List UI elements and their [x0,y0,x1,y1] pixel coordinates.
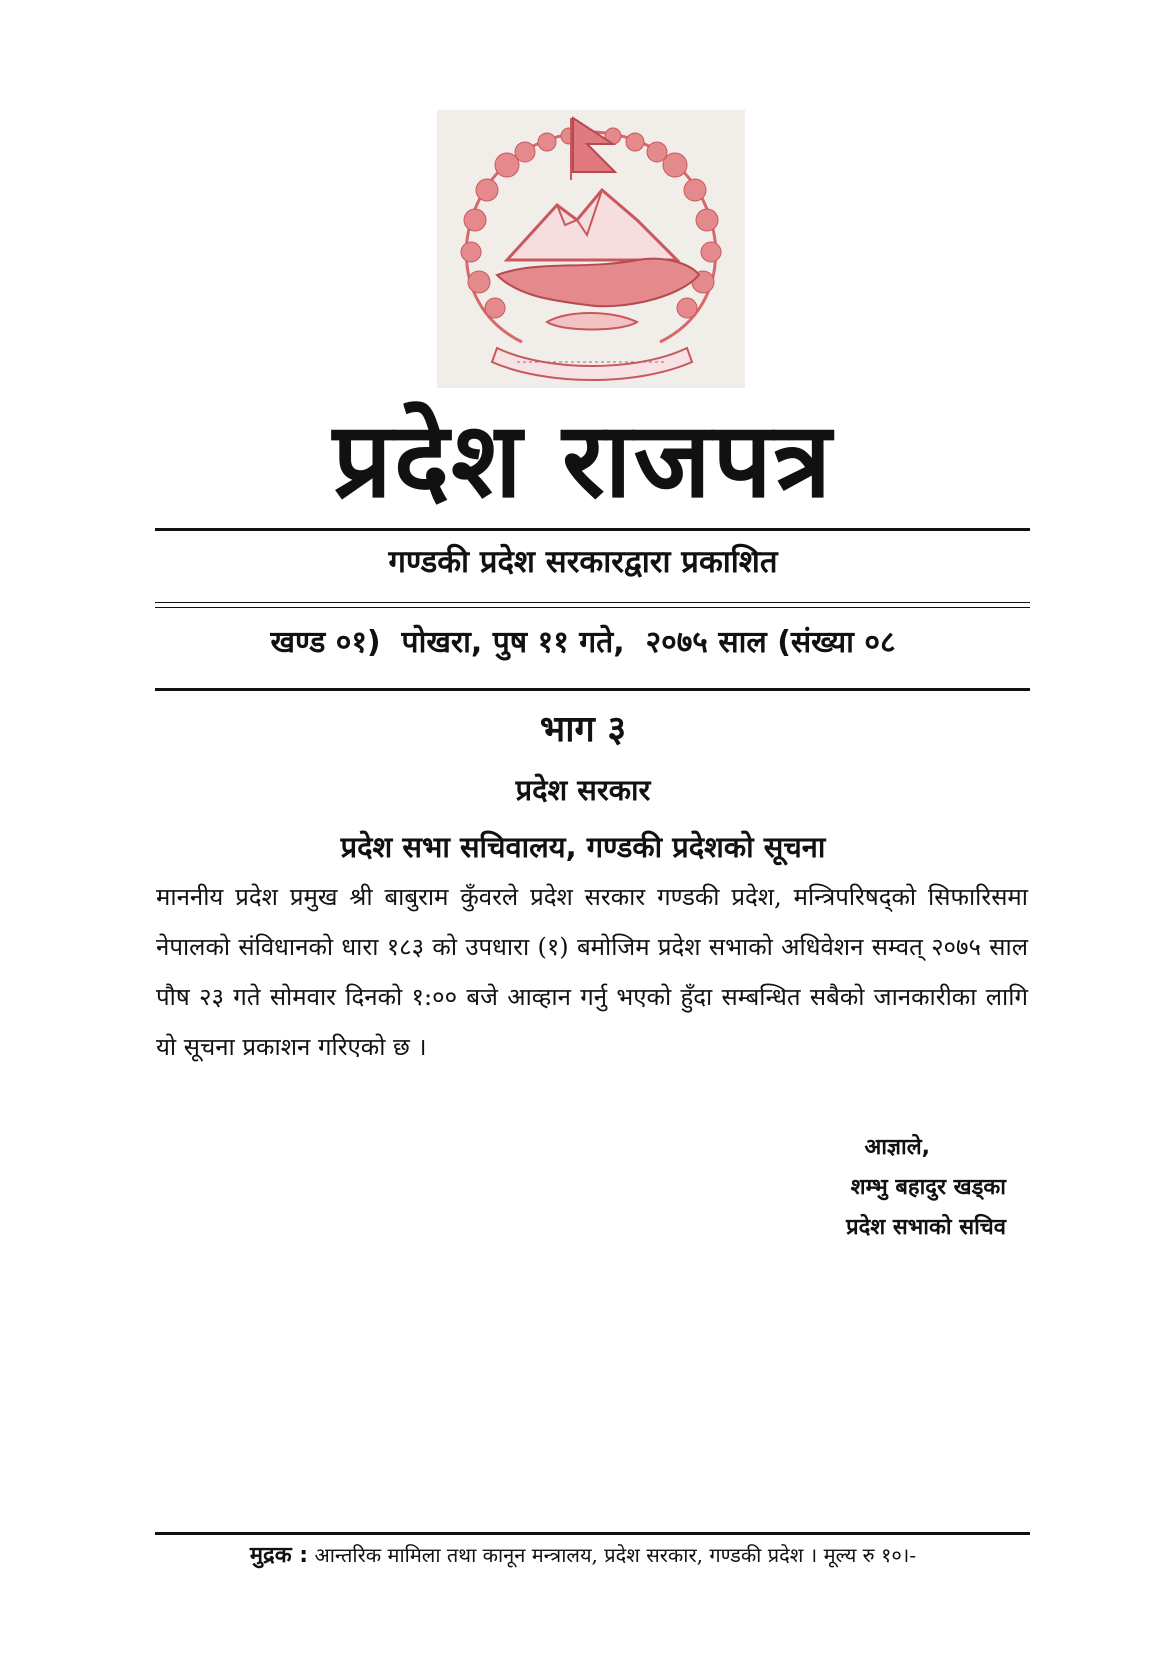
footer-text: आन्तरिक मामिला तथा कानून मन्त्रालय, प्रदेश सरकार, गण्डकी प्रदेश । मूल्य रु १०।- [314,1543,917,1567]
gazette-title: प्रदेश राजपत्र [332,399,834,521]
divider [155,528,1030,531]
signature-by-order: आज्ञाले, [864,1135,930,1160]
publisher-line: गण्डकी प्रदेश सरकारद्वारा प्रकाशित [388,544,778,580]
divider [155,602,1030,603]
notice-title: प्रदेश सभा सचिवालय, गण्डकी प्रदेशको सूचना [340,830,826,864]
nepal-national-emblem-icon [437,110,745,388]
nepal-emblem [437,110,745,388]
signatory-name: शम्भु बहादुर खड्का [850,1175,1006,1200]
signatory-title: प्रदेश सभाको सचिव [846,1215,1006,1240]
section-heading: प्रदेश सरकार [515,773,651,807]
signature-block [760,1128,1030,1248]
part-title: भाग ३ [539,709,627,750]
divider [155,688,1030,691]
divider [155,607,1030,608]
issue-line: खण्ड ०१) पोखरा, पुष ११ गते, २०७५ साल (संख्या ०८ [270,625,896,660]
footer-label: मुद्रक : [249,1543,309,1568]
notice-body: माननीय प्रदेश प्रमुख श्री बाबुराम कुँवरले प्रदेश सरकार गण्डकी प्रदेश, मन्त्रिपरिषद्को सिफारिसमा नेपालको संविधानको धारा १८३ को उपधारा (१) बमोजिम प्रदेश सभाको अधिवेशन सम्वत् २०७५ साल पौष २३ गते सोमवार दिनको १:०० बजे आव्हान गर्नु भएको हुँदा सम्बन्धित सबैको जानकारीका लागि यो सूचना प्रकाशन गरिएको छ । [156,883,1028,1061]
printer-footer [0,1535,1166,1576]
